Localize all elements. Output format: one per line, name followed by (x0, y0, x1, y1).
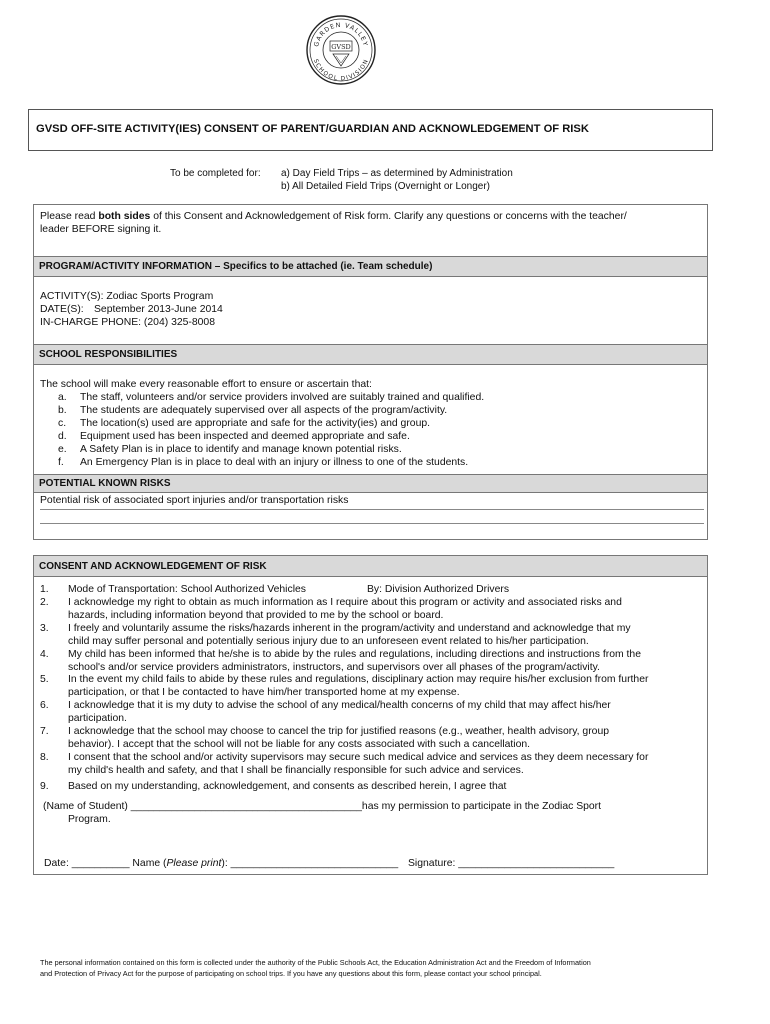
consent-item: 6. I acknowledge that it is my duty to advise the school of any medical/health concerns of my child that may affect his/her (40, 700, 611, 712)
school-item: c. The location(s) used are appropriate and safe for the activity(ies) and group. (58, 417, 431, 429)
phone-label: IN-CHARGE PHONE: (40, 317, 142, 328)
consent-item: 8. I consent that the school and/or activity supervisors may secure such medical advice and services as they deem necessary for (40, 751, 649, 763)
phone-value: (204) 325-8008 (143, 317, 215, 328)
consent-item: 2. I acknowledge my right to obtain as much information as I require about this program or activity and associated risks and (40, 597, 622, 608)
seal-top-text: GARDEN VALLEY (313, 21, 369, 48)
activity-value: Zodiac Sports Program (106, 291, 214, 302)
intro-line-1: Please read both sides of this Consent and Acknowledgement of Risk form. Clarify any questions or concerns with the teacher/ (40, 211, 627, 222)
footer-line-2: and Protection of Privacy Act for the purpose of participating on school trips. If you have any questions about this form, please contact your school principal. (40, 969, 542, 978)
consent-list (40, 597, 648, 778)
consent-item-continuation: school's and/or service providers administrators, instructors, and supervisors over all phases of the program/activity. (68, 661, 600, 673)
svg-text:SCHOOL DIVISION (312, 58, 370, 82)
consent-item-1: 1. Mode of Transportation: School Authorized Vehicles (40, 584, 306, 595)
risks-text: Potential risk of associated sport injuries and/or transportation risks (40, 495, 349, 506)
privacy-footer (40, 957, 591, 979)
completion-line-b: b) All Detailed Field Trips (Overnight or Longer) (281, 181, 490, 192)
form-title: GVSD OFF-SITE ACTIVITY(IES) CONSENT OF PARENT/GUARDIAN AND ACKNOWLEDGEMENT OF RISK (36, 123, 589, 135)
activity-line (40, 291, 213, 304)
consent-item-continuation: behavior). I accept that the school will not be liable for any costs associated with such a cancellation. (68, 738, 531, 750)
name-label: Name (Please print): (132, 858, 228, 869)
consent-item: 4. My child has been informed that he/she is to abide by the rules and regulations, including directions and instructions from the (40, 648, 641, 660)
date-field[interactable]: __________ (71, 858, 130, 869)
name-field[interactable]: _____________________________ (230, 858, 399, 869)
risks-heading: POTENTIAL KNOWN RISKS (33, 474, 708, 493)
consent-item: 7. I acknowledge that the school may choose to cancel the trip for justified reasons (e.g., weather, health advisory, group (40, 726, 610, 738)
consent-item-continuation: child may suffer personal and potentially serious injury due to an unforeseen event related to his/her participation. (68, 635, 589, 647)
consent-item: 5. In the event my child fails to abide by these rules and regulations, disciplinary action may require his/her exclusion from further (40, 674, 649, 686)
consent-item-9: 9. Based on my understanding, acknowledgement, and consents as described herein, I agree that (40, 781, 507, 792)
school-item: f. An Emergency Plan is in place to deal with an injury or illness to one of the students. (58, 456, 469, 468)
student-permission-line: (Name of Student) ________________________________________has my permission to participate in the Zodiac Sport (43, 801, 602, 812)
dates-label: DATE(S): (40, 304, 84, 315)
school-item: e. A Safety Plan is in place to identify and manage known potential risks. (58, 443, 402, 455)
activity-label: ACTIVITY(S): (40, 291, 104, 302)
dates-line (40, 304, 223, 317)
school-heading: SCHOOL RESPONSIBILITIES (33, 344, 708, 365)
seal-center-text: GVSD (331, 43, 351, 51)
school-item: d. Equipment used has been inspected and deemed appropriate and safe. (58, 430, 410, 442)
completion-label: To be completed for: (170, 168, 261, 179)
consent-item-continuation: hazards, including information beyond that provided to me by the school or board. (68, 609, 444, 621)
consent-item-1-right: By: Division Authorized Drivers (367, 584, 510, 595)
school-intro: The school will make every reasonable effort to ensure or ascertain that: (40, 379, 372, 390)
footer-line-1: The personal information contained on this form is collected under the authority of the Public Schools Act, the Education Administration Act and the Freedom of Information (40, 958, 591, 967)
consent-heading: CONSENT AND ACKNOWLEDGEMENT OF RISK (33, 555, 708, 577)
student-permission-line-2: Program. (68, 814, 111, 825)
intro-line-2: leader BEFORE signing it. (40, 224, 162, 235)
signature-field[interactable]: ___________________________ (458, 858, 615, 869)
school-list (58, 392, 484, 469)
completion-line-a: a) Day Field Trips – as determined by Administration (281, 168, 513, 179)
school-division-seal (305, 14, 377, 86)
consent-item-continuation: participation. (68, 713, 127, 725)
date-label: Date: (44, 858, 69, 869)
consent-item-continuation: my child's health and safety, and that I shall be financially responsible for such advice and services. (68, 764, 524, 776)
consent-item: 3. I freely and voluntarily assume the risks/hazards inherent in the program/activity and understand and acknowledge that my (40, 622, 631, 634)
consent-item-continuation: participation, or that I be contacted to have him/her transported home at my expense. (68, 687, 460, 699)
school-item: a. The staff, volunteers and/or service providers involved are suitably trained and qualified. (58, 392, 485, 403)
school-item: b. The students are adequately supervised over all aspects of the program/activity. (58, 404, 448, 416)
dates-value: September 2013-June 2014 (94, 304, 223, 315)
risks-rule-1 (40, 509, 704, 510)
risks-rule-2 (40, 523, 704, 524)
phone-line (40, 317, 215, 330)
signature-label: Signature: (408, 858, 456, 869)
seal-bottom-text: SCHOOL DIVISION (311, 58, 371, 83)
signature-row (44, 858, 614, 871)
program-heading: PROGRAM/ACTIVITY INFORMATION – Specifics to be attached (ie. Team schedule) (33, 256, 708, 277)
